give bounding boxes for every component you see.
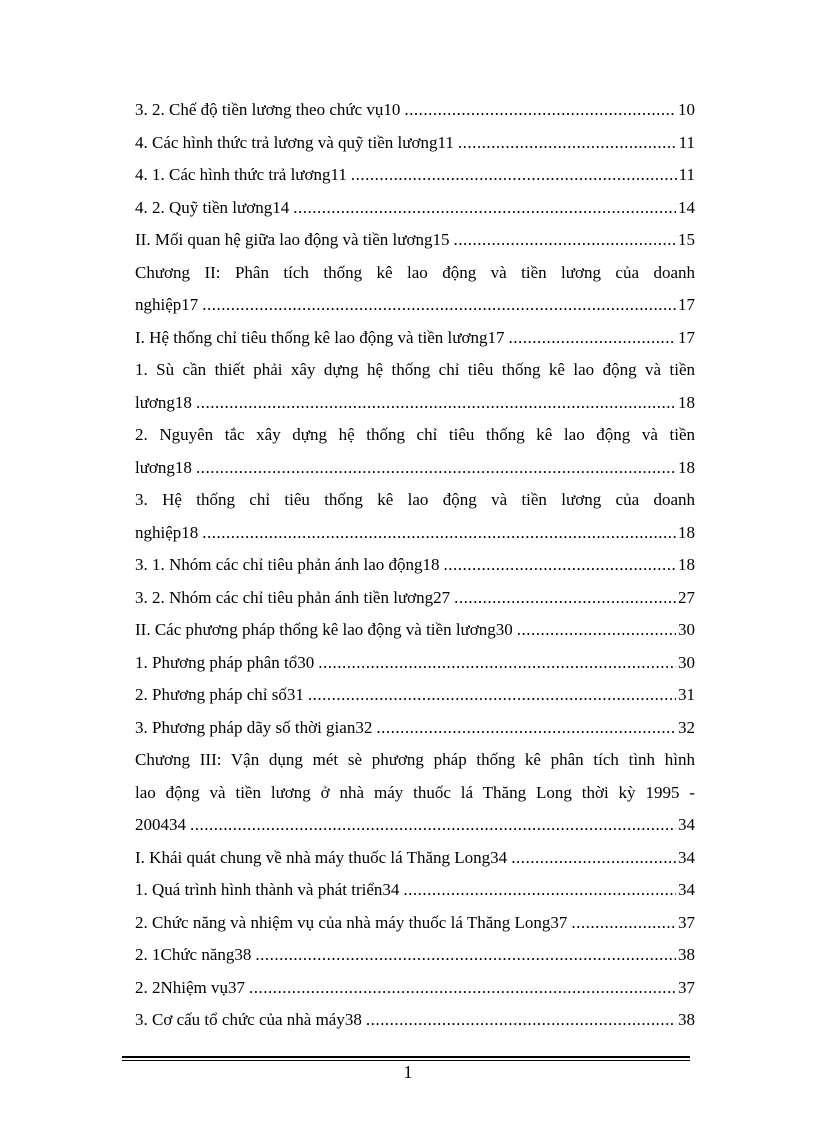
toc-entry[interactable] [135,549,695,582]
footer-rule [122,1056,690,1061]
dot-leader [318,647,676,680]
toc-line [135,484,695,517]
toc-page-number: 17 [678,327,695,347]
toc-page-number: 17 [678,295,695,314]
dot-leader [508,322,676,355]
dot-leader [458,127,677,160]
toc-entry-text: 2. Phương pháp chỉ số31 [135,685,304,704]
toc-entry-text: 1. Sù cần thiết phải xây dựng hệ thống chỉ tiêu thống kê lao động và tiền [135,360,695,379]
toc-entry[interactable] [135,874,695,907]
toc-entry[interactable] [135,517,695,550]
toc-line [135,419,695,452]
dot-leader [196,387,676,420]
toc-entry[interactable] [135,972,695,1005]
dot-leader [403,874,676,907]
toc-entry[interactable] [135,842,695,875]
toc-page-number: 11 [678,165,695,184]
toc-page-number: 18 [678,522,695,542]
toc-page-number: 11 [678,132,695,152]
page-number: 1 [403,1062,413,1082]
toc-entry[interactable] [135,939,695,972]
toc-entry[interactable] [135,127,695,160]
toc-page-number: 30 [678,620,695,639]
toc-entry[interactable] [135,322,695,355]
toc-entry[interactable] [135,192,695,225]
toc-entry-text: Chương II: Phân tích thống kê lao động và tiền lương của doanh [135,262,695,282]
dot-leader [196,452,676,485]
toc-entry[interactable] [135,452,695,485]
toc-entry-text: II. Mối quan hệ giữa lao động và tiền lương15 [135,230,450,249]
toc-entry[interactable] [135,224,695,257]
dot-leader [517,614,676,647]
toc-page-number: 34 [678,880,695,899]
toc-entry[interactable] [135,1004,695,1037]
toc-page-number: 15 [678,230,695,249]
toc-entry[interactable] [135,712,695,745]
toc-page-number: 30 [678,652,695,672]
toc-entry[interactable] [135,907,695,940]
dot-leader [454,582,676,615]
dot-leader [366,1004,676,1037]
dot-leader [511,842,676,875]
toc-entry-text: 2. Chức năng và nhiệm vụ của nhà máy thuốc lá Thăng Long37 [135,912,568,932]
toc-line [135,744,695,777]
toc-entry-text: 3. Hệ thống chỉ tiêu thống kê lao động và tiền lương của doanh [135,490,695,509]
toc-page-number: 31 [678,685,695,704]
toc-page-number: 27 [678,587,695,607]
toc-entry-text: 3. 1. Nhóm các chỉ tiêu phản ánh lao động18 [135,555,440,574]
dot-leader [255,939,676,972]
toc-page-number: 37 [678,912,695,932]
dot-leader [453,224,676,257]
toc-entry[interactable] [135,647,695,680]
toc-page-number: 32 [678,717,695,737]
toc-entry-text: 1. Phương pháp phân tổ30 [135,652,315,672]
toc-entry-text: 3. 2. Nhóm các chỉ tiêu phản ánh tiền lương27 [135,587,451,607]
toc-entry-text: 2. Nguyên tắc xây dựng hệ thống chỉ tiêu thống kê lao động và tiền [135,425,695,444]
dot-leader [351,159,677,192]
toc-entry[interactable] [135,94,695,127]
dot-leader [202,517,676,550]
toc-entry-text: I. Hệ thống chỉ tiêu thống kê lao động và tiền lương17 [135,327,505,347]
toc-entry-text: I. Khái quát chung về nhà máy thuốc lá Thăng Long34 [135,847,508,867]
toc-page-number: 10 [678,100,695,119]
toc-page-number: 38 [678,945,695,964]
dot-leader [571,907,676,940]
toc-entry[interactable] [135,159,695,192]
toc-entry-text: lương18 [135,392,192,412]
toc-entry[interactable] [135,809,695,842]
toc-page-number: 38 [678,1010,695,1029]
toc-entry[interactable] [135,289,695,322]
toc-page-number: 14 [678,197,695,217]
toc-page-number: 37 [678,977,695,997]
toc-entry-text: 4. Các hình thức trả lương và quỹ tiền lương11 [135,132,454,152]
dot-leader [404,94,676,127]
toc-line [135,777,695,810]
toc-entry-text: 4. 1. Các hình thức trả lương11 [135,165,347,184]
toc-entry-text: 2. 2Nhiệm vụ37 [135,977,246,997]
toc-entry-text: 3. Phương pháp dãy số thời gian32 [135,717,373,737]
toc-entry-text: nghiệp17 [135,295,199,314]
toc-entry-text: lương18 [135,457,192,477]
toc-entry-text: 3. Cơ cấu tổ chức của nhà máy38 [135,1010,362,1029]
toc-page-number: 34 [678,815,695,834]
toc-page-number: 18 [678,457,695,477]
toc-entry-text: 4. 2. Quỹ tiền lương14 [135,197,290,217]
toc-entry-text: II. Các phương pháp thống kê lao động và tiền lương30 [135,620,513,639]
table-of-contents [135,94,695,1037]
dot-leader [308,679,676,712]
toc-line [135,354,695,387]
toc-entry-text: nghiệp18 [135,522,199,542]
toc-entry[interactable] [135,582,695,615]
toc-entry-text: 200434 [135,815,186,834]
toc-entry-text: lao động và tiền lương ở nhà máy thuốc lá Thăng Long thời kỳ 1995 - [135,782,695,802]
toc-entry-text: Chương III: Vận dụng mét sè phương pháp thống kê phân tích tình hình [135,750,695,769]
dot-leader [444,549,676,582]
toc-page-number: 18 [678,392,695,412]
toc-entry[interactable] [135,679,695,712]
toc-line [135,257,695,290]
toc-page-number: 18 [678,555,695,574]
toc-entry-text: 2. 1Chức năng38 [135,945,252,964]
toc-entry-text: 1. Quá trình hình thành và phát triển34 [135,880,400,899]
dot-leader [293,192,676,225]
toc-entry[interactable] [135,387,695,420]
toc-entry[interactable] [135,614,695,647]
dot-leader [202,289,676,322]
toc-entry-text: 3. 2. Chế độ tiền lương theo chức vụ10 [135,100,401,119]
dot-leader [376,712,676,745]
toc-page-number: 34 [678,847,695,867]
dot-leader [249,972,676,1005]
dot-leader [190,809,676,842]
